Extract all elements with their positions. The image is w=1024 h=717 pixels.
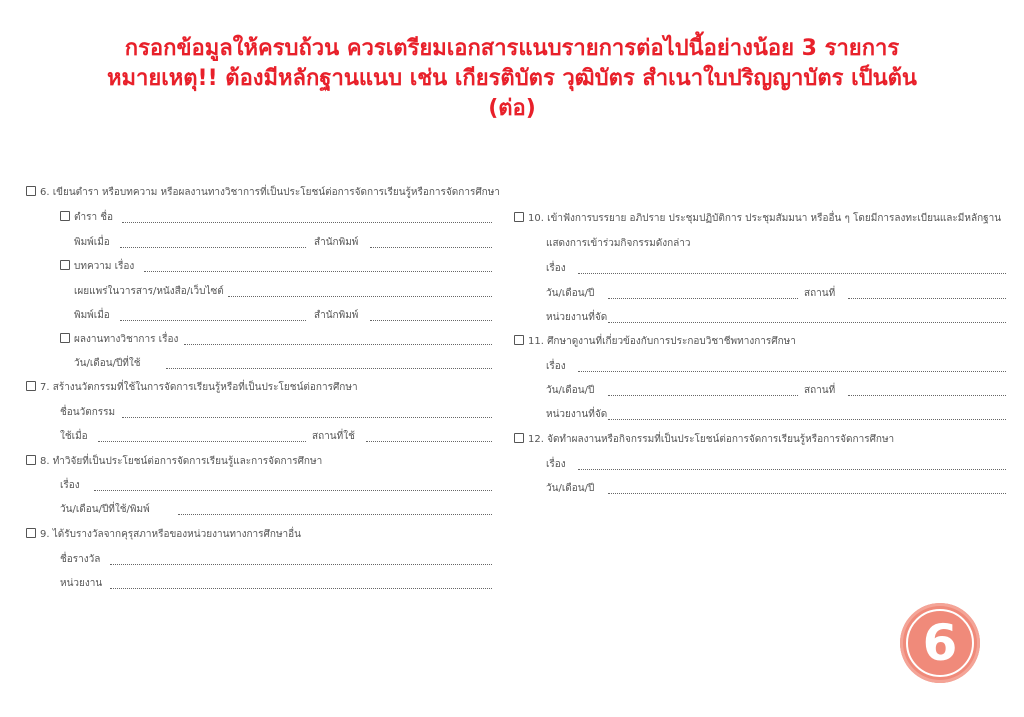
item-6-article-published-row	[74, 309, 492, 323]
item-9-checkbox[interactable]	[26, 528, 36, 538]
award-name-field[interactable]	[110, 564, 492, 565]
innovation-used-field[interactable]	[98, 441, 306, 442]
research-subject-label: เรื่อง	[60, 480, 80, 491]
seminar-subject-field[interactable]	[578, 273, 1006, 274]
item-10-label: 10. เข้าฟังการบรรยาย อภิปราย ประชุมปฏิบัติการ ประชุมสัมมนา หรืออื่น ๆ โดยมีการลงทะเบียนและมีหลักฐาน	[528, 213, 1002, 224]
item-6-textbook-published-row	[74, 236, 492, 250]
studytour-subject-label: เรื่อง	[546, 361, 566, 372]
heading-line-1: กรอกข้อมูลให้ครบถ้วน ควรเตรียมเอกสารแนบรายการต่อไปนี้อย่างน้อย 3 รายการ	[124, 36, 900, 61]
textbook-published-label: พิมพ์เมื่อ	[74, 237, 110, 248]
item-9-label: 9. ได้รับรางวัลจากคุรุสภาหรือของหน่วยงานทางการศึกษาอื่น	[40, 529, 301, 540]
item-6-article-row	[60, 260, 492, 274]
page-number: 6	[906, 609, 974, 677]
academic-title-field[interactable]	[184, 344, 492, 345]
textbook-name-field[interactable]	[122, 222, 492, 223]
item-10-label-cont: แสดงการเข้าร่วมกิจกรรมดังกล่าว	[546, 238, 691, 249]
item-12-checkbox[interactable]	[514, 433, 524, 443]
item-8-subject-row	[60, 479, 492, 493]
item-12-label: 12. จัดทำผลงานหรือกิจกรรมที่เป็นประโยชน์ต่อการจัดการเรียนรู้หรือการจัดการศึกษา	[528, 434, 895, 445]
item-10-row	[514, 212, 1008, 226]
studytour-place-label: สถานที่	[804, 385, 836, 396]
seminar-date-field[interactable]	[608, 298, 798, 299]
item-8-row	[26, 455, 496, 469]
item-6-label: 6. เขียนตำรา หรือบทความ หรือผลงานทางวิชาการที่เป็นประโยชน์ต่อการจัดการเรียนรู้หรือการจัดการศึกษา	[40, 187, 500, 198]
innovation-place-label: สถานที่ใช้	[312, 431, 355, 442]
seminar-subject-label: เรื่อง	[546, 263, 566, 274]
studytour-organizer-label: หน่วยงานที่จัด	[546, 409, 608, 420]
item-12-date-row	[546, 482, 1006, 496]
item-7-label: 7. สร้างนวัตกรรมที่ใช้ในการจัดการเรียนรู้หรือที่เป็นประโยชน์ต่อการศึกษา	[40, 382, 358, 393]
innovation-name-label: ชื่อนวัตกรรม	[60, 407, 116, 418]
article-media-label: เผยแพร่ในวารสาร/หนังสือ/เว็บไซต์	[74, 286, 224, 297]
item-11-label: 11. ศึกษาดูงานที่เกี่ยวข้องกับการประกอบวิชาชีพทางการศึกษา	[528, 336, 796, 347]
item-6-row	[26, 186, 500, 200]
item-10-label-cont-row	[546, 237, 1006, 251]
activity-subject-field[interactable]	[578, 469, 1006, 470]
textbook-publisher-field[interactable]	[370, 247, 492, 248]
item-7-used-row	[60, 430, 492, 444]
item-12-row	[514, 433, 1008, 447]
activity-date-field[interactable]	[608, 493, 1006, 494]
article-checkbox[interactable]	[60, 260, 70, 270]
studytour-date-label: วัน/เดือน/ปี	[546, 385, 595, 396]
item-10-date-row	[546, 287, 1006, 301]
innovation-name-field[interactable]	[122, 417, 492, 418]
item-7-checkbox[interactable]	[26, 381, 36, 391]
research-date-label: วัน/เดือน/ปีที่ใช้/พิมพ์	[60, 504, 150, 515]
activity-date-label: วัน/เดือน/ปี	[546, 483, 595, 494]
innovation-used-label: ใช้เมื่อ	[60, 431, 88, 442]
item-12-subject-row	[546, 458, 1006, 472]
item-9-agency-row	[60, 577, 492, 591]
award-name-label: ชื่อรางวัล	[60, 554, 101, 565]
article-label: บทความ เรื่อง	[74, 261, 135, 272]
academic-checkbox[interactable]	[60, 333, 70, 343]
textbook-label: ตำรา ชื่อ	[74, 212, 114, 223]
seminar-place-label: สถานที่	[804, 288, 836, 299]
studytour-place-field[interactable]	[848, 395, 1006, 396]
item-7-name-row	[60, 406, 492, 420]
item-8-date-row	[60, 503, 492, 517]
seminar-organizer-label: หน่วยงานที่จัด	[546, 312, 608, 323]
award-agency-field[interactable]	[110, 588, 492, 589]
research-subject-field[interactable]	[94, 490, 492, 491]
page-number-badge	[900, 603, 980, 683]
item-10-organizer-row	[546, 311, 1006, 325]
article-title-field[interactable]	[144, 271, 492, 272]
academic-date-label: วัน/เดือน/ปีที่ใช้	[74, 358, 141, 369]
item-6-academic-date-row	[74, 357, 492, 371]
textbook-checkbox[interactable]	[60, 211, 70, 221]
article-published-field[interactable]	[120, 320, 306, 321]
innovation-place-field[interactable]	[366, 441, 492, 442]
item-11-organizer-row	[546, 408, 1006, 422]
item-6-checkbox[interactable]	[26, 186, 36, 196]
textbook-publisher-label: สำนักพิมพ์	[314, 237, 359, 248]
heading-line-2: หมายเหตุ!! ต้องมีหลักฐานแนบ เช่น เกียรติบัตร วุฒิบัตร สำเนาใบปริญญาบัตร เป็นต้น	[107, 66, 917, 91]
article-media-field[interactable]	[228, 296, 492, 297]
academic-label: ผลงานทางวิชาการ เรื่อง	[74, 334, 179, 345]
item-8-label: 8. ทำวิจัยที่เป็นประโยชน์ต่อการจัดการเรียนรู้และการจัดการศึกษา	[40, 456, 323, 467]
activity-subject-label: เรื่อง	[546, 459, 566, 470]
item-10-checkbox[interactable]	[514, 212, 524, 222]
item-9-award-row	[60, 553, 492, 567]
award-agency-label: หน่วยงาน	[60, 578, 103, 589]
item-11-date-row	[546, 384, 1006, 398]
article-publisher-label: สำนักพิมพ์	[314, 310, 359, 321]
studytour-date-field[interactable]	[608, 395, 798, 396]
studytour-subject-field[interactable]	[578, 371, 1006, 372]
studytour-organizer-field[interactable]	[608, 419, 1006, 420]
academic-date-field[interactable]	[166, 368, 492, 369]
item-9-row	[26, 528, 496, 542]
textbook-published-field[interactable]	[120, 247, 306, 248]
article-published-label: พิมพ์เมื่อ	[74, 310, 110, 321]
item-8-checkbox[interactable]	[26, 455, 36, 465]
item-11-checkbox[interactable]	[514, 335, 524, 345]
item-11-subject-row	[546, 360, 1006, 374]
seminar-date-label: วัน/เดือน/ปี	[546, 288, 595, 299]
article-publisher-field[interactable]	[370, 320, 492, 321]
item-6-textbook-row	[60, 211, 492, 225]
item-10-subject-row	[546, 262, 1006, 276]
research-date-field[interactable]	[178, 514, 492, 515]
item-7-row	[26, 381, 496, 395]
item-6-academic-row	[60, 333, 492, 347]
heading-line-3: (ต่อ)	[488, 96, 536, 121]
seminar-place-field[interactable]	[848, 298, 1006, 299]
seminar-organizer-field[interactable]	[608, 322, 1006, 323]
item-11-row	[514, 335, 1008, 349]
item-6-article-media-row	[74, 285, 492, 299]
